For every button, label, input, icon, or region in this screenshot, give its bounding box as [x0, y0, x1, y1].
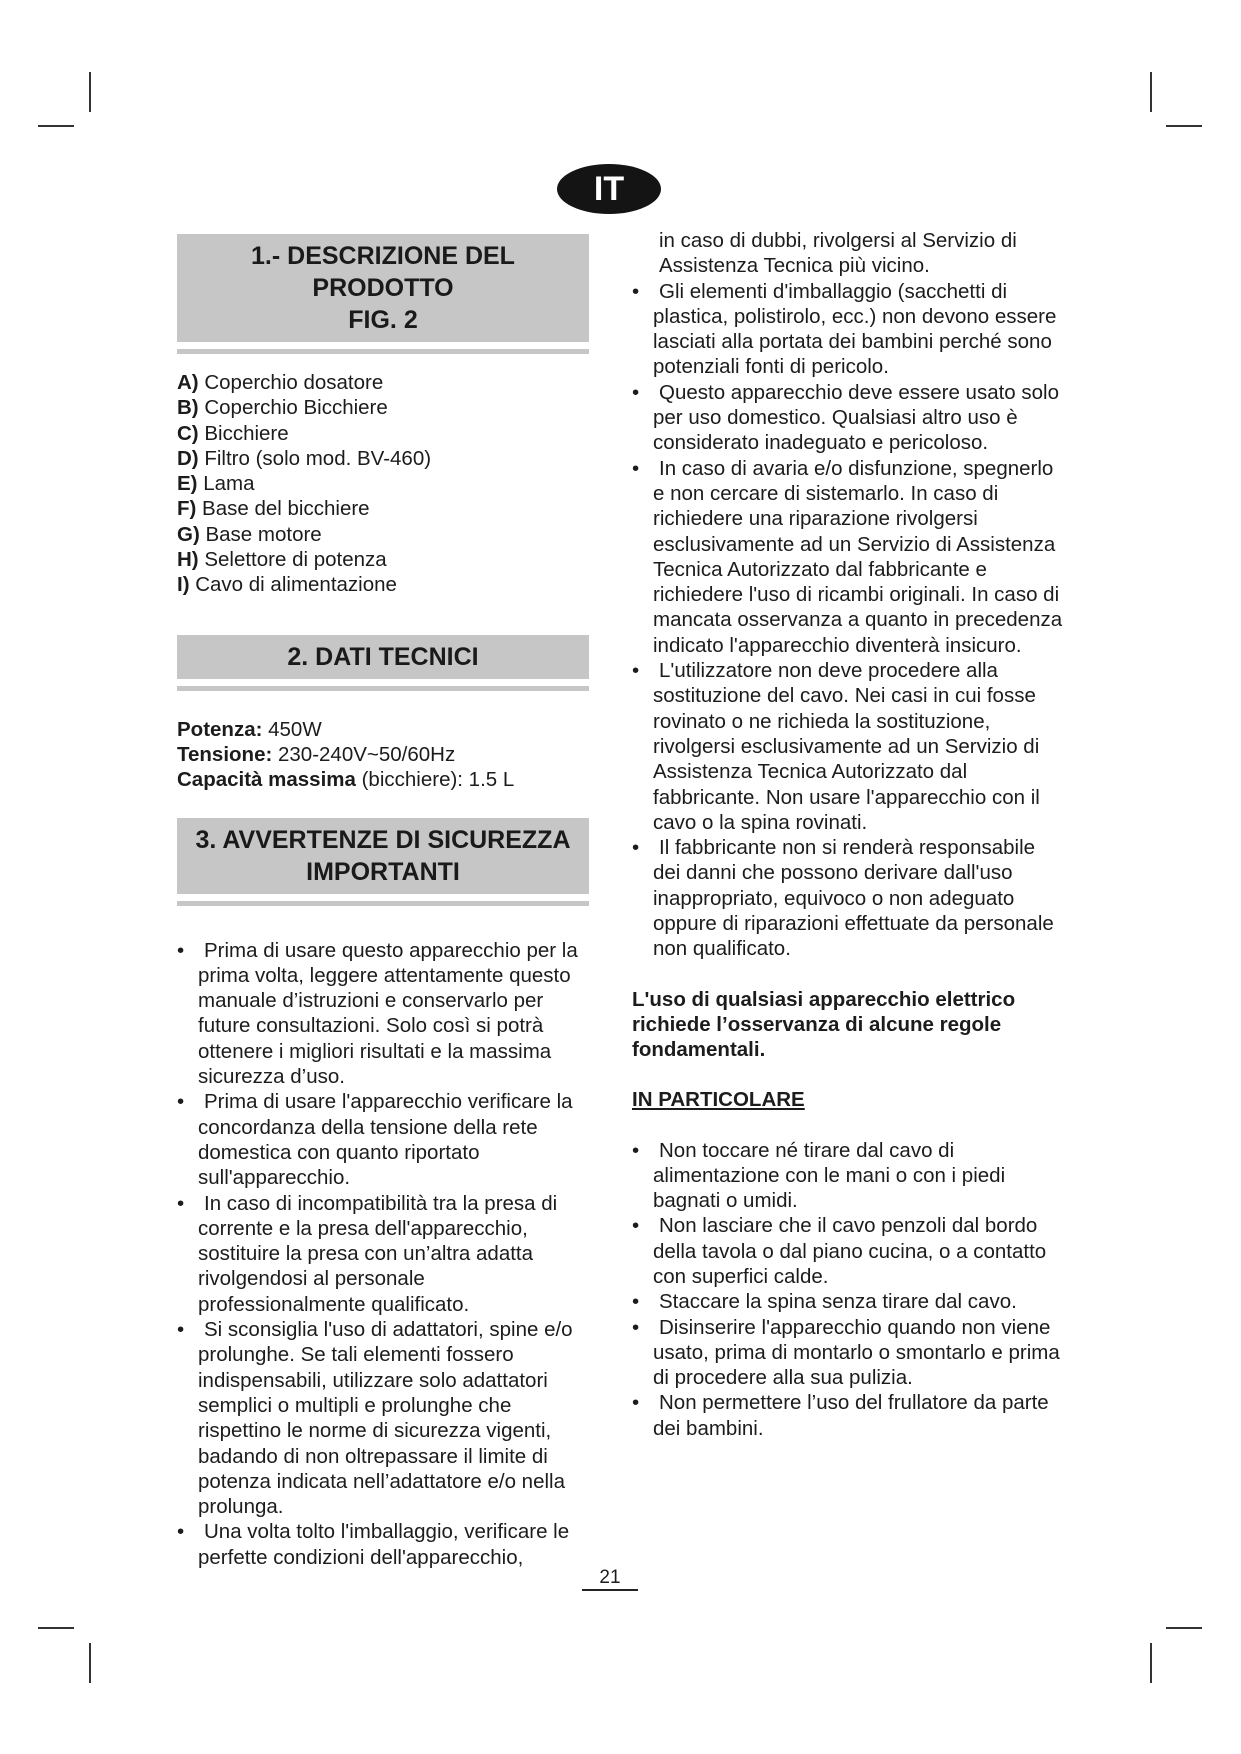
- section2-rule: [177, 686, 589, 691]
- crop-mark-bottom-right-vertical: [1150, 1643, 1152, 1683]
- right-column: [632, 228, 1064, 1441]
- spec-power: Potenza: 450W: [177, 717, 322, 741]
- part-item: B) Coperchio Bicchiere: [177, 396, 388, 420]
- section1-title-line2: FIG. 2: [348, 306, 418, 334]
- part-item: E) Lama: [177, 472, 255, 496]
- language-badge: IT: [557, 164, 661, 214]
- safety-item: • In caso di incompatibilità tra la presa di corrente e la presa dell'apparecchio, sostituire la presa con un’altra adatta rivolgendosi al personale professionalmente qualificato.: [177, 1191, 589, 1317]
- section1-heading: [177, 234, 589, 342]
- spec-voltage: Tensione: 230-240V~50/60Hz: [177, 742, 456, 766]
- safety-item: • Gli elementi d'imballaggio (sacchetti di plastica, polistirolo, ecc.) non devono essere lasciati alla portata dei bambini perché sono potenziali fonti di pericolo.: [632, 279, 1064, 380]
- general-rules-note: L'uso di qualsiasi apparecchio elettrico richiede l’osservanza di alcune regole fondamentali.: [632, 987, 1016, 1062]
- safety-item: • L'utilizzatore non deve procedere alla sostituzione del cavo. Nei casi in cui fosse rovinato o ne richieda la sostituzione, rivolgersi esclusivamente ad un Servizio di Assistenza Tecnica Autorizzato dal fabbricante. Non usare l'apparecchio con il cavo o la spina rovinati.: [632, 658, 1064, 835]
- safety-list-right: [632, 279, 1064, 962]
- part-item: H) Selettore di potenza: [177, 548, 387, 572]
- crop-mark-top-left-horizontal: [38, 125, 74, 127]
- part-item: A) Coperchio dosatore: [177, 371, 384, 394]
- crop-mark-top-left-vertical: [89, 72, 91, 112]
- section3-title-line2: IMPORTANTI: [306, 857, 460, 886]
- safety-item: • In caso di avaria e/o disfunzione, spegnerlo e non cercare di sistemarlo. In caso di richiedere una riparazione rivolgersi esclusivamente ad un Servizio di Assistenza Tecnica Autorizzato dal fabbricante e richiedere l'uso di ricambi originali. In caso di mancata osservanza a quanto in precedenza indicato l'apparecchio diventerà insicuro.: [632, 456, 1064, 658]
- section2-title: 2. DATI TECNICI: [287, 642, 479, 671]
- spec-capacity: Capacità massima (bicchiere): 1.5 L: [177, 768, 515, 792]
- particolare-list: [632, 1138, 1064, 1442]
- particolare-item: • Disinserire l'apparecchio quando non viene usato, prima di montarlo o smontarlo e prima di procedere alla sua pulizia.: [632, 1315, 1064, 1391]
- crop-mark-top-right-vertical: [1150, 72, 1152, 112]
- safety-item: • Questo apparecchio deve essere usato solo per uso domestico. Qualsiasi altro uso è considerato inadeguato e pericoloso.: [632, 380, 1064, 456]
- safety-item: • Si sconsiglia l'uso di adattatori, spine e/o prolunghe. Se tali elementi fossero indispensabili, utilizzare solo adattatori semplici o multipli e prolunghe che rispettino le norme di sicurezza vigenti, badando di non oltrepassare il limite di potenza indicata nell’adattatore e/o nella prolunga.: [177, 1317, 589, 1519]
- section1-rule: [177, 349, 589, 354]
- crop-mark-top-right-horizontal: [1166, 125, 1202, 127]
- particolare-item: • Non lasciare che il cavo penzoli dal bordo della tavola o dal piano cucina, o a contatto con superfici calde.: [632, 1213, 1064, 1289]
- particolare-item: • Non toccare né tirare dal cavo di alimentazione con le mani o con i piedi bagnati o umidi.: [632, 1138, 1064, 1214]
- parts-list: [177, 370, 589, 598]
- page-number: 21: [582, 1567, 638, 1591]
- particolare-item: • Non permettere l’uso del frullatore da parte dei bambini.: [632, 1390, 1064, 1441]
- section3-title-line1: 3. AVVERTENZE DI SICUREZZA: [195, 825, 571, 854]
- crop-mark-bottom-right-horizontal: [1166, 1627, 1202, 1629]
- crop-mark-bottom-left-vertical: [89, 1643, 91, 1683]
- safety-item-continued: in caso di dubbi, rivolgersi al Servizio di Assistenza Tecnica più vicino.: [659, 229, 1017, 278]
- in-particolare-heading: IN PARTICOLARE: [632, 1087, 805, 1111]
- part-item: G) Base motore: [177, 522, 322, 546]
- part-item: F) Base del bicchiere: [177, 497, 370, 521]
- safety-item: • Il fabbricante non si renderà responsabile dei danni che possono derivare dall'uso inappropriato, equivoco o non adeguato oppure di riparazioni effettuate da personale non qualificato.: [632, 835, 1064, 961]
- safety-item: • Una volta tolto l'imballaggio, verificare le perfette condizioni dell'apparecchio,: [177, 1519, 589, 1570]
- particolare-item: • Staccare la spina senza tirare dal cavo.: [632, 1289, 1064, 1314]
- part-item: I) Cavo di alimentazione: [177, 573, 397, 597]
- crop-mark-bottom-left-horizontal: [38, 1627, 74, 1629]
- part-item: D) Filtro (solo mod. BV-460): [177, 446, 432, 470]
- safety-item: • Prima di usare l'apparecchio verificare la concordanza della tensione della rete domestica con quanto riportato sull'apparecchio.: [177, 1089, 589, 1190]
- left-column: [177, 234, 589, 1570]
- section2-heading: [177, 635, 589, 679]
- safety-item: • Prima di usare questo apparecchio per la prima volta, leggere attentamente questo manuale d’istruzioni e conservarlo per future consultazioni. Solo così si potrà ottenere i migliori risultati e la massima sicurezza d’uso.: [177, 938, 589, 1090]
- section1-title-line1: 1.- DESCRIZIONE DEL PRODOTTO: [251, 242, 515, 302]
- tech-specs: [177, 717, 589, 793]
- section3-rule: [177, 901, 589, 906]
- section3-heading: [177, 818, 589, 894]
- part-item: C) Bicchiere: [177, 421, 289, 445]
- safety-list-left: [177, 938, 589, 1570]
